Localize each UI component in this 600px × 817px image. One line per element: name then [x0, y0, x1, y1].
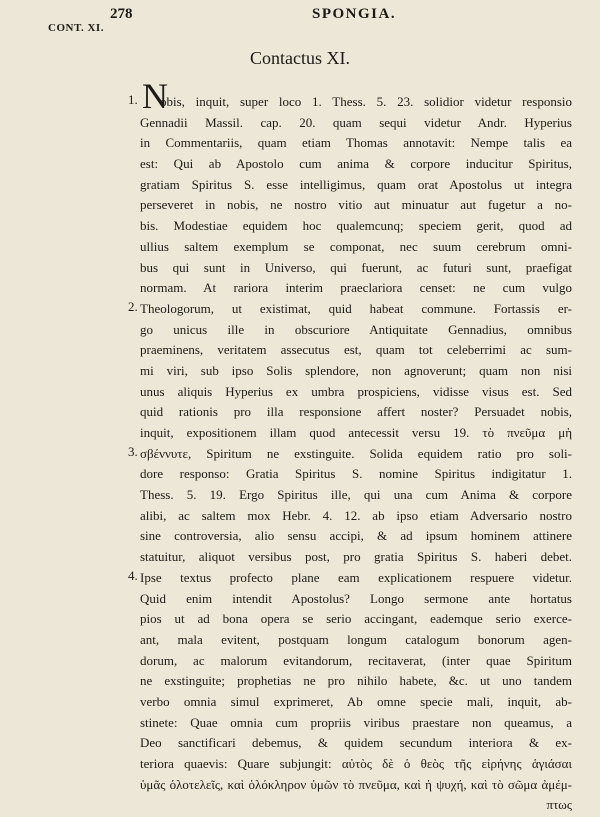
text-line: σβέννυτε, Spiritum ne exstinguite. Solida equidem ratio pro soli- [140, 445, 572, 461]
text-line: Ipse textus profecto plane eam explicationem respuere videtur. [140, 569, 572, 585]
text-line: ant, mala evitent, postquam longum catalogum bonorum agen- [140, 631, 572, 647]
text-line: in Commentariis, quam etiam Thomas annotavit: Nempe talis ea [140, 135, 572, 151]
text-line: statuitur, aliquot versibus post, pro gratia Spiritus S. haberi debet. [140, 549, 572, 565]
text-line: mi viri, sub ipso Solis splendore, non agnoverunt; quam non nisi [140, 362, 572, 378]
text-line: Gennadii Massil. cap. 20. quam sequi videtur Andr. Hyperius [140, 114, 572, 130]
text-line: ullius saltem exemplum se componat, nec suum cerebrum omni- [140, 238, 572, 254]
text-line: ne exstinguite; prophetias ne pro nihilo habete, &c. ut uno tandem [140, 673, 572, 689]
text-line: unus aliquis Hyperius ex umbra prospiciens, vidisse visus est. Sed [140, 383, 572, 399]
text-line: sine controversia, alio sensu accipi, & ad ipsum hominem attinere [140, 528, 572, 544]
running-title: SPONGIA. [312, 6, 397, 22]
margin-number-3: 3. [128, 444, 138, 459]
text-line: obis, inquit, super loco 1. Thess. 5. 23. solidior videtur responsio [160, 94, 572, 109]
margin-number-2: 2. [128, 299, 138, 314]
text-line: stinete: Quae omnia cum propriis viribus praestare non queamus, a [140, 714, 572, 730]
text-line: alibi, ac saltem mox Hebr. 4. 12. ab ipso etiam Adversario nostro [140, 507, 572, 523]
text-line: bis. Modestiae equidem hoc qualemcunq; speciem gerit, quod ad [140, 218, 572, 234]
text-line: dorum, ac malorum evitandorum, recitaverat, (inter quae Spiritum [140, 652, 572, 668]
body-text [140, 92, 572, 816]
page-number: 278 [110, 6, 133, 22]
catchword: πτως [546, 797, 572, 813]
text-line: pios ut ad bona opera se serio accingant, eademque serio exerce- [140, 611, 572, 627]
text-line: est: Qui ab Apostolo cum anima & corpore inducitur Spiritus, [140, 156, 572, 172]
drop-cap: N [142, 76, 168, 116]
text-line: inquit, expositionem illam quod antecessit versu 19. τὸ πνεῦμα μὴ [140, 425, 572, 440]
text-line: go unicus ille in obscuriore Antiquitate Gennadius, omnibus [140, 321, 572, 337]
text-line: Quid enim intendit Apostolus? Longo sermone ante hortatus [140, 590, 572, 606]
text-line: perseveret in nobis, ne nostro vitio aut minuatur aut fugetur a no- [140, 197, 572, 213]
text-line: dore responso: Gratia Spiritus S. nomine Spiritus indigitatur 1. [140, 466, 572, 482]
text-line: bus qui sunt in Universo, qui fuerunt, ac futuri sunt, praefigat [140, 259, 572, 275]
text-line: normam. At rariora interim praeclariora censet: ne cum vulgo [140, 280, 572, 296]
text-line: Thess. 5. 19. Ergo Spiritus ille, qui una cum Anima & corpore [140, 487, 572, 503]
text-line: praeminens, veritatem assecutus est, quam tot celeberrimi ac sum- [140, 342, 572, 358]
text-line: ὑμᾶς ὁλοτελεῖς, καὶ ὁλόκληρον ὑμῶν τὸ πνεῦμα, καὶ ἡ ψυχή, καὶ τὸ σῶμα ἀμέμ- [140, 776, 572, 792]
margin-number-4: 4. [128, 568, 138, 583]
margin-header: CONT. XI. [48, 22, 104, 34]
text-line: Theologorum, ut existimat, quid habeat commune. Fortassis er- [140, 300, 572, 316]
text-line: Deo sanctificari debemus, & quidem secundum interiora & ex- [140, 735, 572, 751]
text-line: gratiam Spiritus S. esse intelligimus, quam orat Apostolus ut integra [140, 176, 572, 192]
text-line: verbo omnia simul exprimeret, Ab omne specie mali, inquit, ab- [140, 693, 572, 709]
text-line: teriora quaevis: Quare subjungit: αὐτὸς δὲ ὁ θεὸς τῆς εἰρήνης ἁγιάσαι [140, 756, 572, 771]
text-line: quid rationis pro illa responsione affert noster? Persuadet nobis, [140, 404, 572, 420]
section-title: Contactus XI. [250, 48, 350, 68]
margin-number-1: 1. [128, 92, 138, 107]
